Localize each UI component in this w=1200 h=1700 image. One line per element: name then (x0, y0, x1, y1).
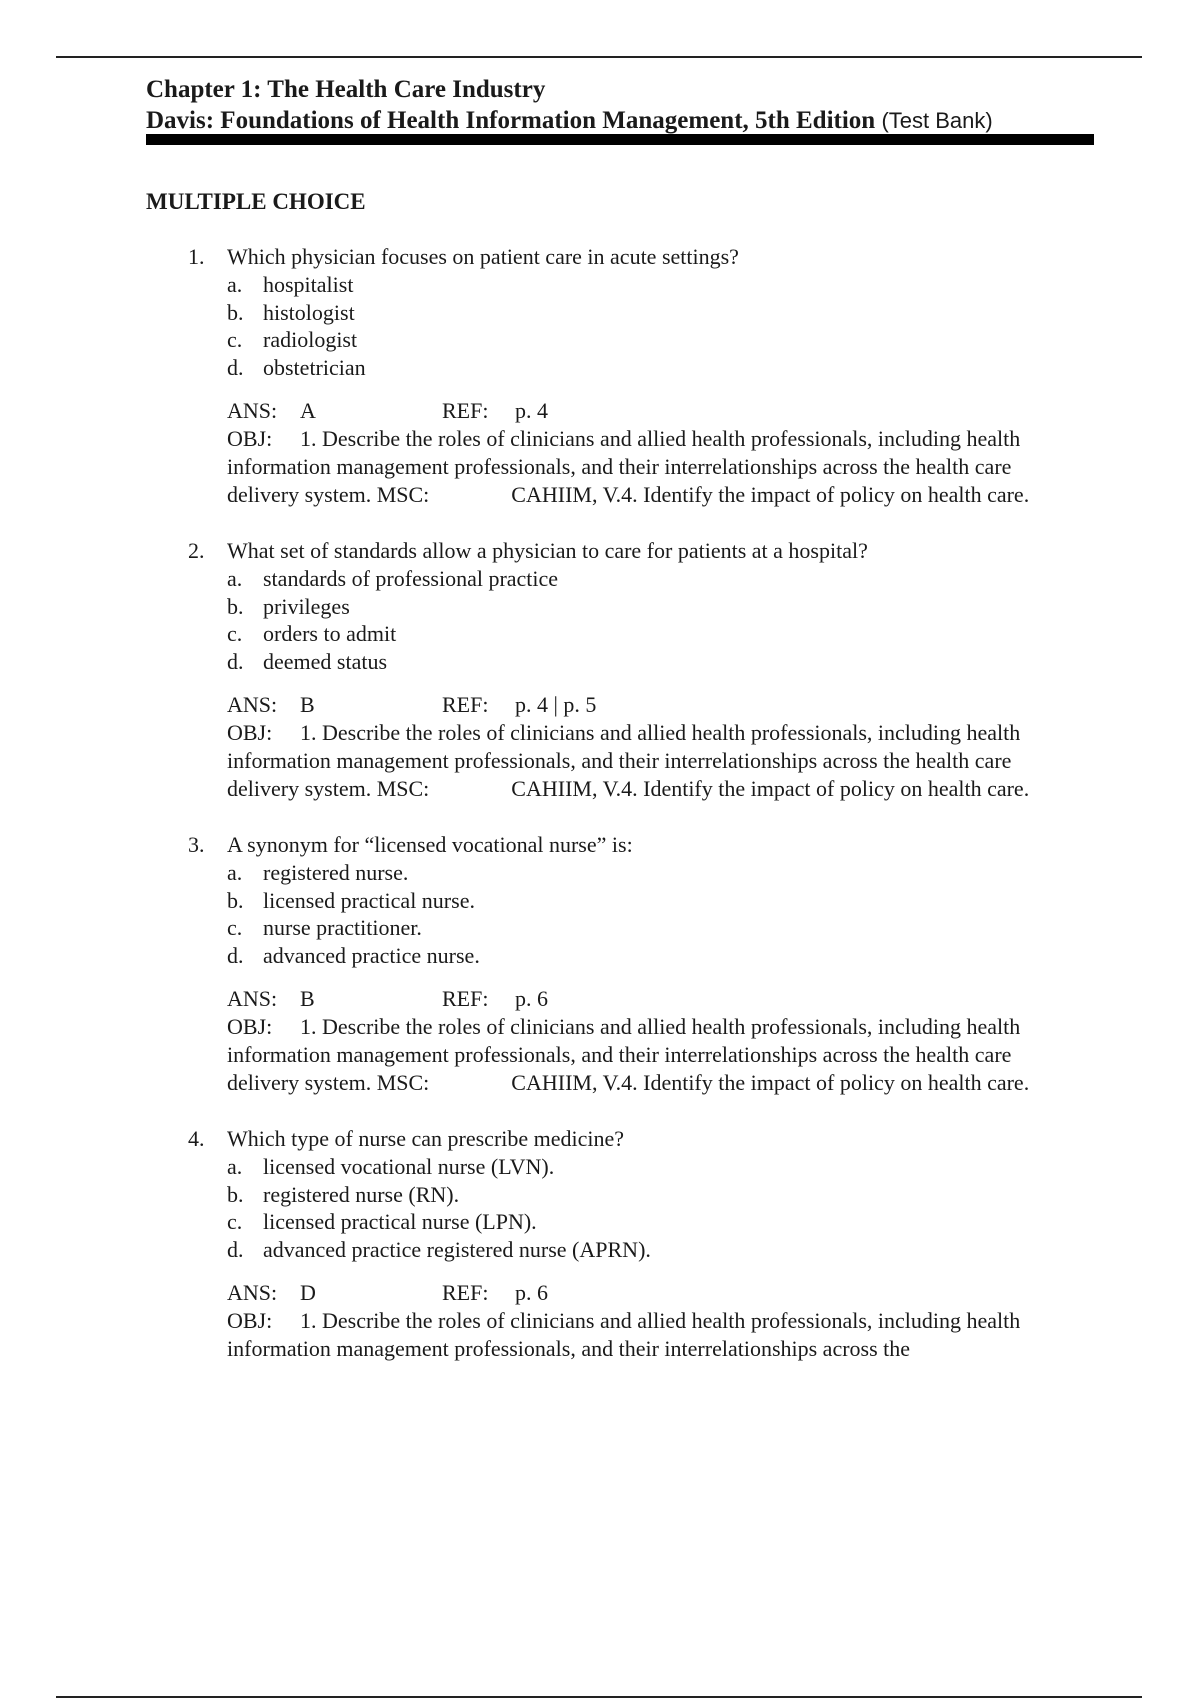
obj-msc-block (227, 719, 1087, 803)
question-3 (146, 831, 1096, 1097)
question-text: A synonym for “licensed vocational nurse” is: (227, 832, 633, 857)
ans-label: ANS: (227, 692, 278, 717)
question-number: 2. (188, 538, 205, 563)
option-list (227, 859, 1096, 969)
obj-label: OBJ: (227, 1014, 273, 1039)
answer-meta (227, 397, 1087, 509)
answer-value: D (300, 1280, 316, 1305)
option-d: d. deemed status (227, 648, 388, 674)
obj-label: OBJ: (227, 426, 273, 451)
option-c: c. licensed practical nurse (LPN). (227, 1209, 537, 1234)
msc-label: MSC: (376, 776, 430, 801)
ref-label: REF: (442, 692, 489, 717)
book-title-line (146, 105, 1096, 136)
answer-row (227, 1279, 1087, 1307)
document-header (146, 74, 1096, 136)
ans-label: ANS: (227, 1280, 278, 1305)
question-text: Which physician focuses on patient care in acute settings? (227, 244, 739, 269)
chapter-title: Chapter 1: The Health Care Industry (146, 76, 546, 103)
obj-msc-block (227, 425, 1087, 509)
question-2 (146, 537, 1096, 803)
option-c: c. nurse practitioner. (227, 915, 422, 940)
option-d: d. advanced practice registered nurse (APRN). (227, 1236, 651, 1262)
option-a: a. standards of professional practice (227, 566, 559, 591)
ans-label: ANS: (227, 398, 278, 423)
question-1 (146, 243, 1096, 509)
answer-row (227, 397, 1087, 425)
option-b: b. histologist (227, 299, 355, 325)
ref-label: REF: (442, 398, 489, 423)
ref-label: REF: (442, 1280, 489, 1305)
obj-label: OBJ: (227, 1308, 273, 1333)
question-4 (146, 1125, 1096, 1363)
option-list (227, 565, 1096, 675)
question-number: 4. (188, 1126, 205, 1151)
answer-value: B (300, 692, 315, 717)
option-a: a. licensed vocational nurse (LVN). (227, 1154, 555, 1179)
option-list (227, 271, 1096, 381)
option-a: a. hospitalist (227, 272, 354, 297)
ref-value: p. 6 (515, 986, 548, 1011)
option-list (227, 1153, 1096, 1263)
ref-value: p. 6 (515, 1280, 548, 1305)
answer-meta (227, 985, 1087, 1097)
option-a: a. registered nurse. (227, 860, 409, 885)
msc-value: CAHIIM, V.4. Identify the impact of policy on health care. (511, 776, 1030, 801)
answer-value: B (300, 986, 315, 1011)
book-title: Davis: Foundations of Health Information Management, 5th Edition (146, 107, 876, 134)
answer-meta (227, 691, 1087, 803)
msc-value: CAHIIM, V.4. Identify the impact of policy on health care. (511, 482, 1030, 507)
answer-meta (227, 1279, 1087, 1363)
option-d: d. advanced practice nurse. (227, 942, 480, 968)
obj-msc-block (227, 1013, 1087, 1097)
option-b: b. licensed practical nurse. (227, 887, 475, 913)
answer-value: A (300, 398, 316, 423)
question-text: Which type of nurse can prescribe medicine? (227, 1126, 625, 1151)
obj-value: 1. Describe the roles of clinicians and allied health professionals, including health information management professionals, and their interrelationships across the (227, 1308, 1021, 1361)
page-bottom-rule (56, 1696, 1142, 1698)
obj-value: 1. Describe the roles of clinicians and allied health professionals, including health information management professionals, and their interrelationships across the health care delivery system. (227, 1014, 1021, 1095)
page-top-rule (56, 56, 1142, 58)
ans-label: ANS: (227, 986, 278, 1011)
msc-label: MSC: (376, 1070, 430, 1095)
ref-value: p. 4 | p. 5 (515, 692, 597, 717)
obj-label: OBJ: (227, 720, 273, 745)
answer-row (227, 985, 1087, 1013)
option-c: c. radiologist (227, 327, 358, 352)
ref-value: p. 4 (515, 398, 548, 423)
question-list (146, 243, 1096, 1391)
ref-label: REF: (442, 986, 489, 1011)
obj-block (227, 1307, 1087, 1363)
question-text: What set of standards allow a physician to care for patients at a hospital? (227, 538, 868, 563)
test-bank-label: (Test Bank) (881, 108, 993, 133)
msc-value: CAHIIM, V.4. Identify the impact of policy on health care. (511, 1070, 1030, 1095)
answer-row (227, 691, 1087, 719)
question-number: 3. (188, 832, 205, 857)
obj-value: 1. Describe the roles of clinicians and allied health professionals, including health information management professionals, and their interrelationships across the health care delivery system. (227, 720, 1021, 801)
question-number: 1. (188, 244, 205, 269)
option-d: d. obstetrician (227, 354, 366, 380)
option-b: b. registered nurse (RN). (227, 1181, 460, 1207)
option-c: c. orders to admit (227, 621, 397, 646)
option-b: b. privileges (227, 593, 350, 619)
msc-label: MSC: (376, 482, 430, 507)
section-title: MULTIPLE CHOICE (146, 189, 366, 214)
obj-value: 1. Describe the roles of clinicians and allied health professionals, including health information management professionals, and their interrelationships across the health care delivery system. (227, 426, 1021, 507)
header-divider-bar (146, 134, 1094, 145)
